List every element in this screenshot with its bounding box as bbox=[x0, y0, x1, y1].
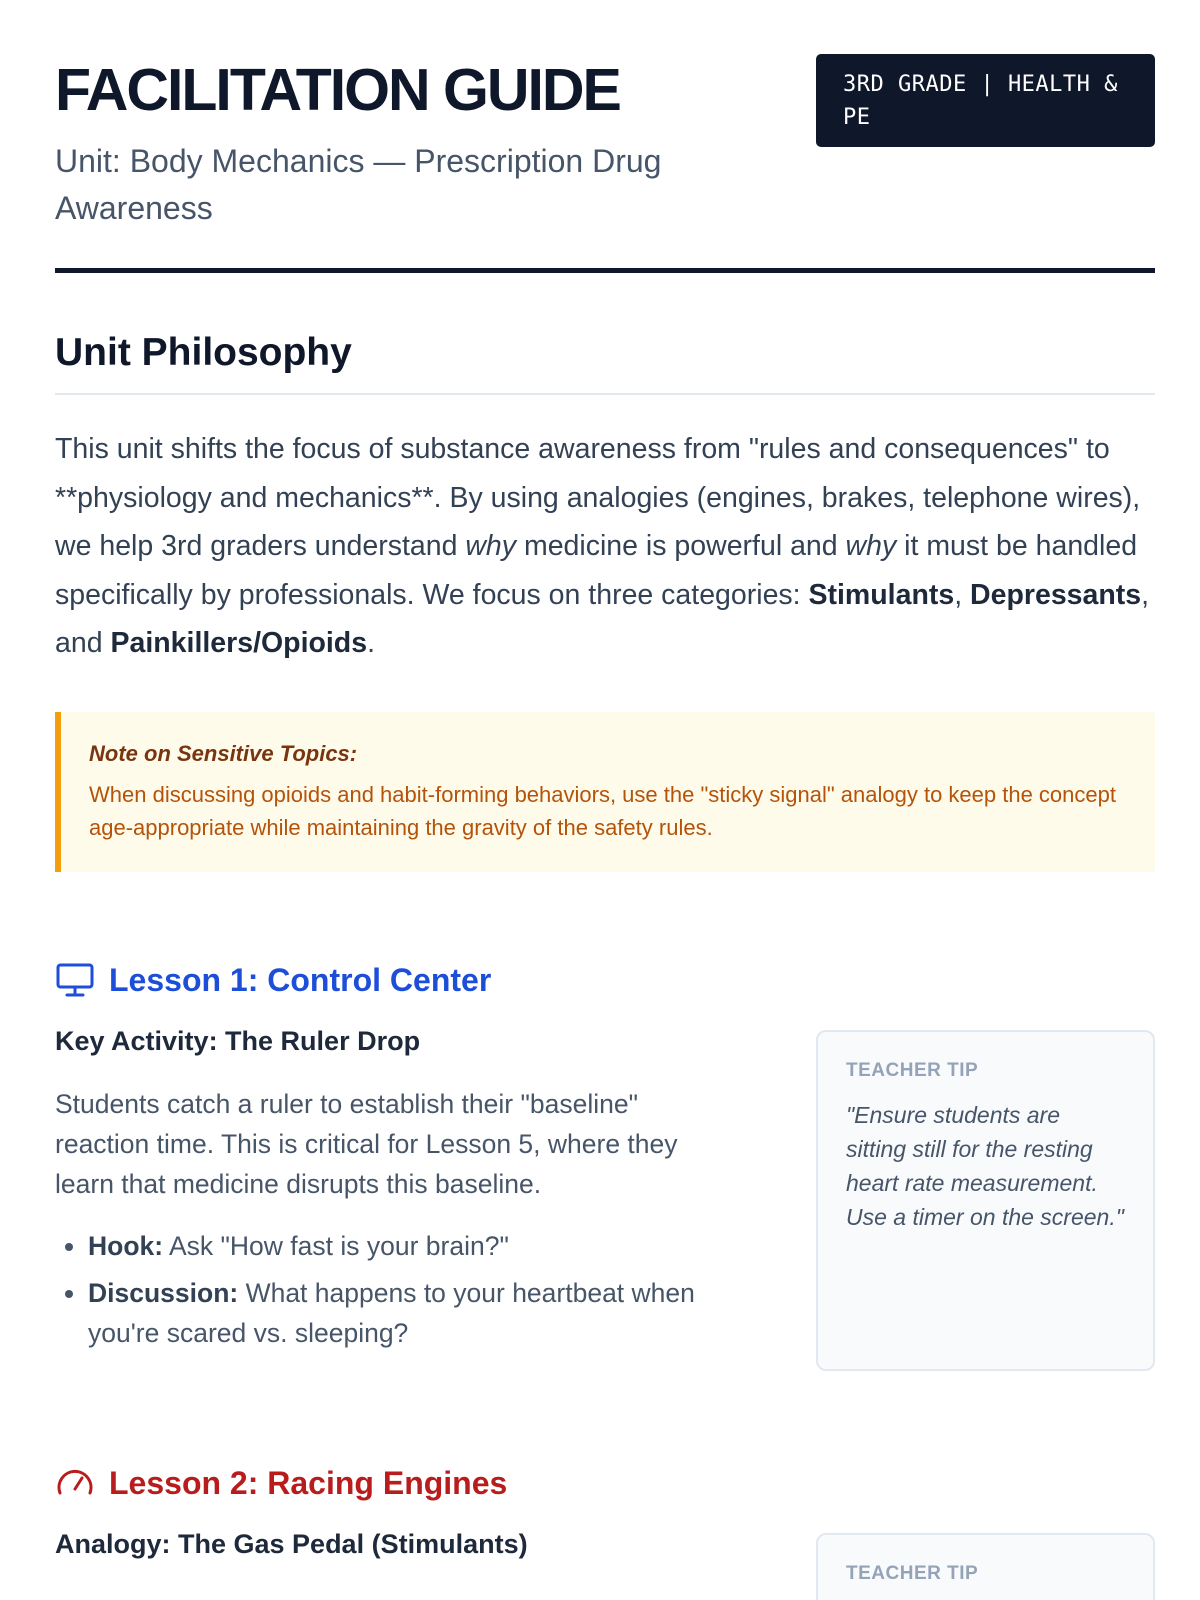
note-title: Note on Sensitive Topics: bbox=[89, 740, 358, 766]
tip-label: TEACHER TIP bbox=[846, 1562, 979, 1584]
philosophy-text: medicine is powerful and bbox=[516, 530, 846, 562]
key-activity: Key Activity: The Ruler Drop bbox=[55, 1025, 421, 1056]
philosophy-separator: , bbox=[954, 578, 971, 611]
lesson-2 bbox=[55, 1463, 1155, 1600]
list-item bbox=[88, 1273, 735, 1353]
point-text: Ask "How fast is your brain?" bbox=[163, 1230, 509, 1261]
unit-subtitle: Unit: Body Mechanics — Prescription Drug Awareness bbox=[55, 143, 662, 226]
category-depressants: Depressants bbox=[970, 578, 1142, 611]
philosophy-separator: , and bbox=[55, 578, 1150, 659]
guide-header bbox=[55, 0, 1155, 273]
point-label: Discussion: bbox=[88, 1277, 239, 1308]
lesson-body bbox=[55, 1024, 1155, 1371]
lesson-heading bbox=[55, 960, 1155, 1000]
teacher-tip-card bbox=[816, 1030, 1155, 1371]
activity-description: Students catch a ruler to establish their "baseline" reaction time. This is critical for Lesson 5, where they learn that medicine disrupts this baseline. bbox=[55, 1088, 678, 1199]
key-activity: Analogy: The Gas Pedal (Stimulants) bbox=[55, 1528, 528, 1559]
philosophy-emphasis: why bbox=[465, 530, 517, 562]
teacher-tip-card bbox=[816, 1533, 1155, 1600]
category-stimulants: Stimulants bbox=[808, 578, 955, 611]
lesson-heading bbox=[55, 1463, 1155, 1503]
lesson-points bbox=[55, 1226, 735, 1353]
lesson-title: Lesson 2: Racing Engines bbox=[109, 1464, 508, 1501]
tip-label: TEACHER TIP bbox=[846, 1059, 979, 1081]
lesson-title: Lesson 1: Control Center bbox=[109, 961, 492, 998]
philosophy-paragraph bbox=[55, 425, 1155, 668]
lesson-body bbox=[55, 1527, 1155, 1600]
lesson-1 bbox=[55, 960, 1155, 1371]
sensitive-topics-note bbox=[55, 712, 1155, 872]
list-item bbox=[88, 1226, 735, 1266]
philosophy-emphasis: why bbox=[845, 530, 897, 562]
section-title-philosophy: Unit Philosophy bbox=[55, 329, 1155, 395]
philosophy-end: . bbox=[367, 627, 375, 659]
philosophy-text: it must be handled specifically by professionals. We focus on three categories: bbox=[55, 530, 1138, 611]
monitor-icon bbox=[55, 960, 95, 1000]
philosophy-text: This unit shifts the focus of substance awareness from "rules and consequences" to **physiology and mechanics**. By using analogies (engines, brakes, telephone wires), we help 3rd graders understand bbox=[55, 433, 1141, 562]
point-text: What happens to your heartbeat when you're scared vs. sleeping? bbox=[88, 1277, 695, 1348]
grade-badge: 3RD GRADE | HEALTH & PE bbox=[816, 54, 1155, 147]
tip-text: "Ensure students are sitting still for the resting heart rate measurement. Use a timer on the screen." bbox=[846, 1101, 1124, 1230]
point-label: Hook: bbox=[88, 1230, 164, 1261]
category-painkillers: Painkillers/Opioids bbox=[110, 627, 368, 659]
page-title: FACILITATION GUIDE bbox=[55, 57, 620, 123]
lesson-main bbox=[55, 1024, 735, 1371]
lesson-main bbox=[55, 1527, 735, 1600]
speedometer-icon bbox=[55, 1463, 95, 1503]
note-text: When discussing opioids and habit-forming behaviors, use the "sticky signal" analogy to keep the concept age-appropriate while maintaining the gravity of the safety rules. bbox=[89, 781, 1116, 840]
